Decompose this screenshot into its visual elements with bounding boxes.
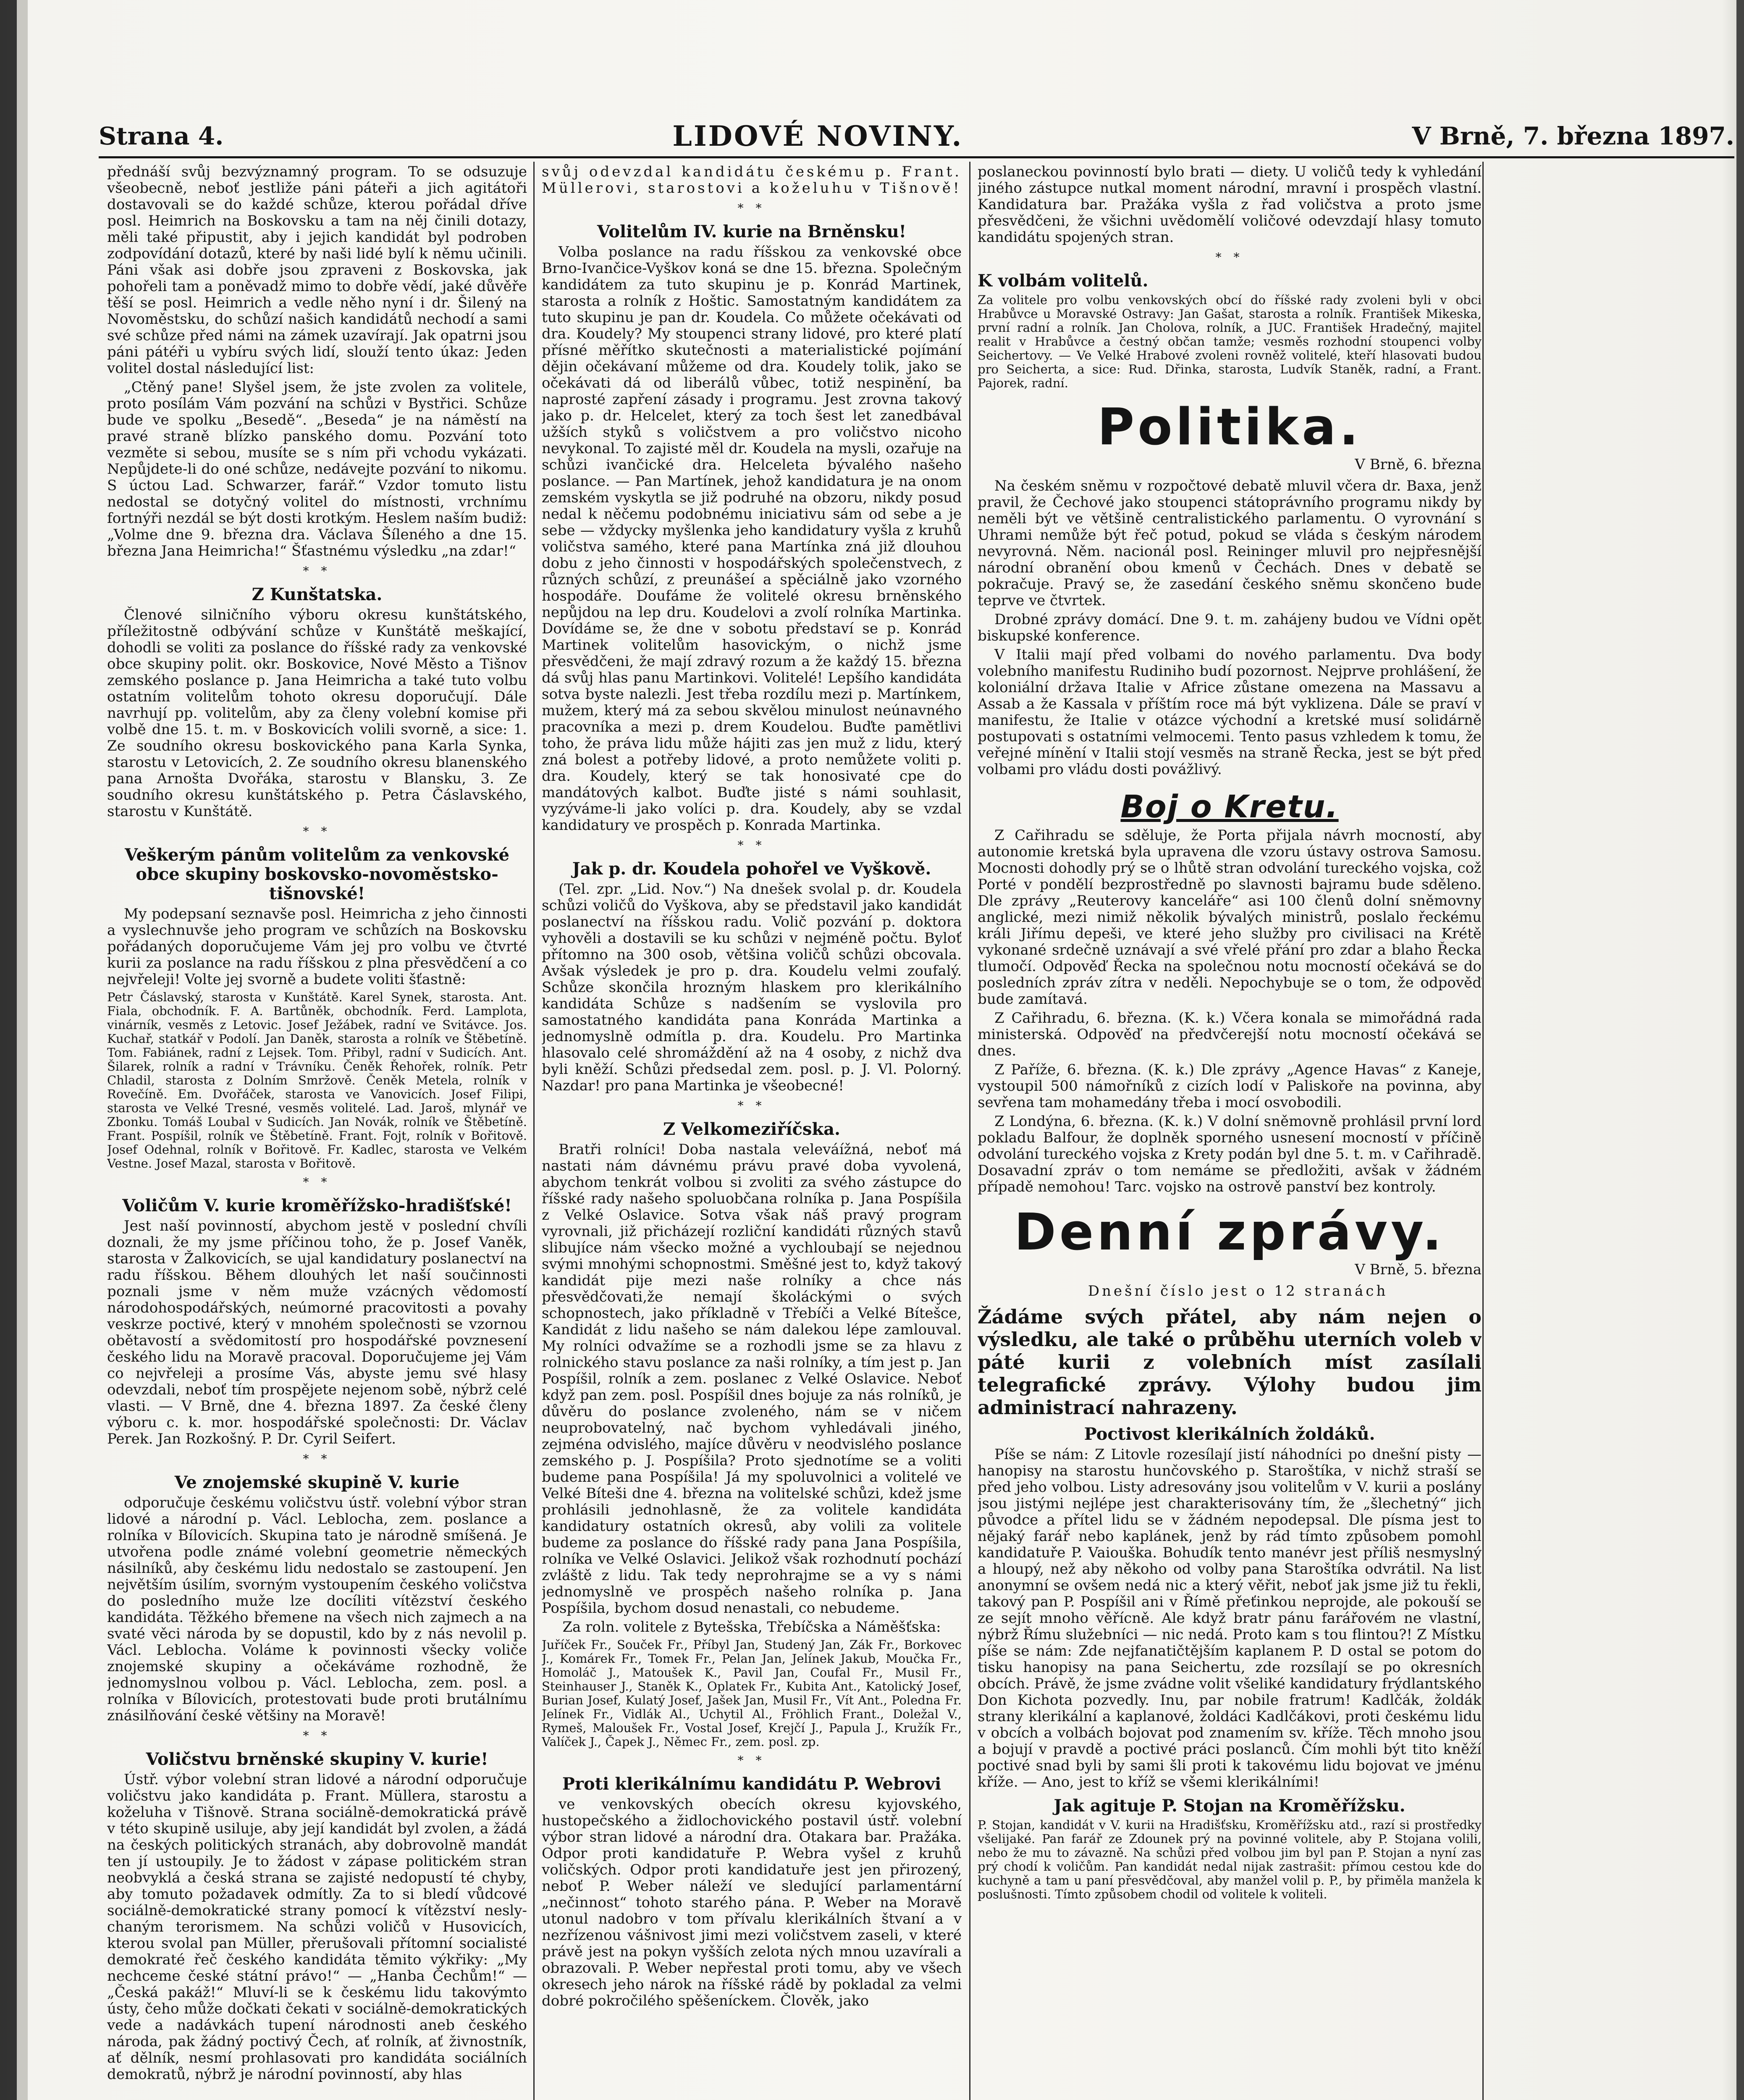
issue-date: V Brně, 7. března 1897. <box>1412 122 1734 150</box>
page-number: Strana 4. <box>99 122 224 150</box>
page-header <box>99 121 1734 151</box>
article-heading: K volbám volitelů. <box>978 271 1149 291</box>
section-title-politika: Politika. <box>1097 398 1362 457</box>
article-text: Na českém sněmu v rozpočtové debatě mluvil včera dr. Baxa, jenž pravil, že Čechové jako stoupenci státoprávního programu nikdy by neměli být ve většině centralistického parlamentu. O vyrovnání s Uhrami nemůže být řeč potud, pokud se vláda s českým národem nevyrovná. Něm. nacionál posl. Reininger mluvil pro nejpřesnější národní obranění obou kmenů v Čechách. Dnes v debatě se pokračuje. Pravý se, že zasedání českého sněmu skončeno bude teprve ve čtvrtek. <box>978 478 1482 609</box>
separator: * * <box>303 564 331 578</box>
article-heading: Voličstvu brněnské skupiny V. kurie! <box>146 1749 488 1769</box>
article-heading: Veškerým pánům volitelům za venkovské obce skupiny boskovsko-novoměstsko-tišnovské! <box>125 845 509 903</box>
article-text: přednáší svůj bezvýznamný program. To se odsuzuje všeobecně, neboť jestliže páni páteři a jich agitátoři dostavovali se do každé schůze, kterou pořádal dříve posl. Heimrich na Boskovsku a tam na něj činili dotazy, měli také připustit, aby i jejich kandidát byl podroben zodpovídání dotazů, které by naši lidé bylí k němu učinili. Páni však asi dobře jsou zpraveni z Boskovska, jak pohořeli tam a poněvadž mimo to dobře vědí, jaké důvěře těší se posl. Heimrich a vedle něho nyní i dr. Šilený na Novoměstsku, do schůzí našich kandidátů nechodí a sami své schůze před námi na zámek uzavírají. Jak opatrni jsou páni pátéři u vybíru svých lidí, slouží tento úkaz: Jeden volitel dostal následující list: <box>107 164 527 377</box>
article-heading: Jak p. dr. Koudela pohořel ve Vyškově. <box>572 859 931 879</box>
article-text: poslaneckou povinností bylo brati — diety. U voličů tedy k vyhledání jiného zástupce nutkal moment národní, mravní i prospěch vlastní. Kandidatura bar. Pražáka vyšla z řad voličstva a proto jsme přesvědčeni, že všichni uvědomělí voličové odevzdají hlasy tomuto kandidátu spojených stran. <box>978 164 1482 246</box>
article-heading: Z Kunštatska. <box>252 585 383 604</box>
article-text: (Tel. zpr. „Lid. Nov.“) Na dnešek svolal p. dr. Koudela schůzi voličů do Vyškova, aby se představil jako kandidát poslanectví na říšskou radu. Volič pozvání p. doktora vyhověli a dostavili se ku schůzi v nejméně počtu. Byloť přítomno na 300 osob, většina voličů schůzi obcovala. Avšak výsledek je pro p. dra. Koudelu velmi zoufalý. Schůze skončila hrozným hlaskem pro klerikálního kandidáta Schůze s nadšením se vyslovila pro samostatného kandidáta pana Konráda Martinka a jednomyslně odmítla p. dra. Koudelu. Pro Martinka hlasovalo celé shromáždění až na 4 osoby, z nichž dva byli kněží. Schůzi předsedal zem. posl. p. J. Vl. Polorný. Nazdar! pro pana Martinka je všeobecné! <box>542 881 962 1094</box>
scan-edge-left <box>0 0 17 2100</box>
section-title-kreta: Boj o Kretu. <box>1120 789 1339 825</box>
article-text: Z Cařihradu, 6. března. (K. k.) Včera konala se mimořádná rada ministerská. Odpověď na předvčerejší notu mocností očekává se dnes. <box>978 1010 1482 1059</box>
article-heading: Poctivost klerikálních žoldáků. <box>1084 1424 1375 1444</box>
article-text: odporučuje českému voličstvu ústř. volební výbor stran lidové a národní p. Václ. Leblocha, zem. poslance a rolníka v Bílovicích. Skupina tato je národně smíšená. Je utvořena podle známé volební geometrie německých násilníků, aby českému lidu nedostalo se zastoupení. Jen největším úsilím, svorným vystoupením českého voličstva do posledního muže lze docíliti vítězství českého kandidáta. Těžkého břemene na všech nich zajmech a na svaté věci národa by se dopustil, kdo by z nás nevolil p. Václ. Leblocha. Voláme k povinnosti všecky voliče znojemské skupiny a očekáváme rozhodně, že jednomyslnou volbou p. Václ. Leblocha, zem. posl. a rolníka v Bílovicích, protestovati bude proti brutálnímu znásilňování české většiny na Moravě! <box>107 1494 527 1724</box>
article-text: V Italii mají před volbami do nového parlamentu. Dva body volebního manifestu Rudiniho budí pozornost. Nejprve prohlášení, že koloniální država Italie v Africe zůstane omezena na Massavu a Assab a že Kassala v příštím roce má být vyklizena. Dále se praví v manifestu, že Italie v otázce východní a kretské musí solidárně postupovati s ostatními velmocemi. Tento pasus vzhledem k tomu, že veřejné mínění v Italii stojí vesměs na straně Řecka, jest se být před volbami pro vládu dosti povážlivý. <box>978 646 1482 778</box>
column-2 <box>542 164 962 2100</box>
article-text: My podepsaní seznavše posl. Heimricha z jeho činnosti a vyslechnuvše jeho program ve schůzích na Boskovsku pořádaných doporučujeme Vám jej pro volbu ve čtvrté kurii za poslance na radu říšskou z plna přesvědčení a co nejvřeleji! Volte jej svorně a budete voliti šťastně: <box>107 906 527 988</box>
column-rule <box>533 162 535 2100</box>
column-rule <box>969 162 970 2100</box>
header-rule <box>99 156 1734 158</box>
separator: * * <box>737 1099 766 1113</box>
separator: * * <box>303 824 331 838</box>
article-heading: Z Velkomeziříčska. <box>663 1119 840 1139</box>
editorial-notice: Žádáme svých přátel, aby nám nejen o výsledku, ale také o průběhu uterních voleb v páté kurii z volebních míst zasílali telegrafické zprávy. Výlohy budou jim administrací nahrazeny. <box>978 1305 1482 1419</box>
column-1 <box>107 164 527 2100</box>
article-text: P. Stojan, kandidát v V. kurii na Hradišťsku, Kroměřížsku atd., razí si prostředky všelijaké. Pan farář ze Zdounek prý na povinné volitele, aby P. Stojana volili, nebo že mu to závazně. Na schůzi před volbou jim byl pan P. Stojan a nyní zas prý chodí k voličům. Pan kandidát nedal nijak zastrašit: přímou cestou kde do kuchyně a tam u paní přesvědčoval, aby manžel volil p. P., by přiměla manžela k poslušnosti. Tímto způsobem chodil od volitele k voliteli. <box>978 1818 1482 1901</box>
column-4-strip <box>1487 164 1726 2100</box>
signatories-caption: Za roln. volitele z Bytešska, Třebíčska a Náměšťska: <box>562 1619 941 1635</box>
column-3 <box>978 164 1482 2100</box>
separator: * * <box>303 1729 331 1743</box>
article-text: Z Londýna, 6. března. (K. k.) V dolní sněmovně prohlásil první lord pokladu Balfour, že doplněk sporného usnesení mocností v příčině odvolání tureckého vojska z Krety podán byl dne 5. t. m. v Cařihradě. Dosavadní zpráv o tom nemáme se předložiti, avšak v žádném případě nemohou! Tarc. vojsko na ostrově panství bez kontroly. <box>978 1113 1482 1195</box>
separator: * * <box>303 1175 331 1189</box>
scan-edge-right <box>1736 0 1744 2100</box>
scan-gutter <box>17 0 28 2100</box>
article-heading: Volitelům IV. kurie na Brněnsku! <box>597 222 907 242</box>
article-heading: Ve znojemské skupině V. kurie <box>174 1473 460 1492</box>
article-text: ve venkovských obecích okresu kyjovského, hustopečského a židlochovického postavil ústř. volební výbor stran lidové a národní dra. Otakara bar. Pražáka. Odpor proti kandidatuře P. Webra vyšel z kruhů voličských. Odpor proti kandidatuře jest jen přirozený, neboť P. Weber náleží ve sledující parlamentární „nečinnost“ tohoto starého pána. P. Weber na Moravě utonul nadobro v tom přívalu klerikálních štvaní a v nezřízenou vášnivost jimi mezi voličstvem zaseli, v které právě jest na pokyn vyšších zelota ných mnou uzavírali a obrazovali. P. Weber nepřestal proti tomu, aby ve všech okresech jeho nárok na říšské rádě by pokladal za velmi dobré pokročilého spěšeníckem. Člověk, jako <box>542 1796 962 2009</box>
dateline: V Brně, 5. března <box>1355 1261 1482 1278</box>
separator: * * <box>737 1754 766 1767</box>
article-text: Ústř. výbor volební stran lidové a národní odporučuje voličstvu jako kandidáta p. Frant. Müllera, starostu a koželuha v Tišnově. Strana sociálně-demokratická právě v této skupině usiluje, aby její kandidát byl zvolen, a žádá na českých politických stranách, aby dobrovolně mandát ten jí ustoupily. Je to žádost v zápase politickém stran neobvyklá a česká strana se zajisté nedopustí té chyby, aby tomuto požadavek odmítly. Za to si bledí vůdcové sociálně-demokratické strany pomocí k vítězství neslychaným terorismem. Na schůzi voličů v Husovicích, kterou svolal pan Müller, přerušovali přítomní socialisté demokraté řeč českého kandidáta těmito výkřiky: „My nechceme české státní právo!“ — „Hanba Čechům!“ — „Česká pakáž!“ Mluví-li se k českému lidu takovýmto ústy, čeho může dočkati čekati v sociálně-demokratických vede a nadávkách tupení národnosti aneb českého národa, pak žádný poctivý Čech, ať rolník, ať živnostník, ať dělník, nesmí prohlasovati pro kandidáta sociálních demokratů, nýbrž je národní povinností, aby hlas <box>107 1771 527 2083</box>
article-text: Členové silničního výboru okresu kunštátského, příležitostně odbývání schůze v Kunštátě meškající, dohodli se voliti za poslance do říšské rady za venkovské obce skupiny polit. okr. Boskovice, Nové Město a Tišnov zemského poslance p. Jana Heimricha a také tuto volbu ostatním volitelům tohoto okresu doporučují. Dále navrhují pp. volitelům, aby za členy volební komise při volbě dne 15. t. m. v Boskovicích volili svorně, a sice: 1. Ze soudního okresu boskovického pana Karla Synka, starostu v Letovicích, 2. Ze soudního okresu blanenského pana Arnošta Dvořáka, starostu v Blansku, 3. Ze soudního okresu kunštátského p. Petra Čáslavského, starostu v Kunštátě. <box>107 606 527 820</box>
article-text: Z Paříže, 6. března. (K. k.) Dle zprávy „Agence Havas“ z Kaneje, vystoupil 500 námořníků z cizích lodí v Paliskoře na povinna, aby sevřena tam mohamedány třeba i mocí osvobodili. <box>978 1061 1482 1111</box>
article-text: „Ctěný pane! Slyšel jsem, že jste zvolen za volitele, proto posílám Vám pozvání na schůzi v Bystřici. Schůze bude ve spolku „Besedě“. „Beseda“ je na náměstí na pravé straně blízko panského domu. Pozvání toto vezměte si sebou, musíte se s ním při vchodu vykázati. Nepůjdete-li do oné schůze, nedávejte pozvání to nikomu. S úctou Lad. Schwarzer, farář.“ Vzdor tomuto listu nedostal se dotyčný volitel do místnosti, vrchnímu fortnýři nezdál se být dosti krotkým. Heslem naším budiž: „Volme dne 9. března dra. Václava Šíleného a dne 15. března Jana Heimricha!“ Šťastnému výsledku „na zdar!“ <box>107 379 527 559</box>
article-heading: Proti klerikálnímu kandidátu P. Webrovi <box>562 1774 941 1794</box>
separator: * * <box>303 1452 331 1466</box>
article-text: svůj odevzdal kandidátu českému p. Frant. Müllerovi, starostovi a koželuhu v Tišnově! <box>542 164 962 197</box>
separator: * * <box>737 838 766 852</box>
article-text: Drobné zprávy domácí. Dne 9. t. m. zahájeny budou ve Vídni opět biskupské konference. <box>978 611 1482 644</box>
article-text: Píše se nám: Z Litovle rozesílají jistí náhodníci po dnešní pisty — hanopisy na starostu hunčovského p. Staroštíka, v nichž straší se před jeho volbou. Listy adresovány jsou volitelům v V. kurii a poslány jsou jistými nejlépe jest charakterisovány tím, že „šlechetný“ jich původce a přítel lidu se v žádném nepodepsal. Dle písma jest to nějaký farář nebo kaplánek, jenž by rád tímto způsobem pomohl kandidatuře P. Vaiouška. Bohudík tento manévr jest příliš nesmyslný a hloupý, než aby někoho od volby pana Staroštíka odvrátil. Na list anonymní se ovšem nedá nic a který věřit, neboť jak jsme již tu řekli, takový pan P. Pospíšil ani v Římě přeťinkou neprojde, ale pokouší se ze sejít mnoho věřícně. Ale když bratr pánu farářovém ne vlastní, nýbrž Římu služebníci — nic nedá. Proto kam s tou flintou?! Z Místku píše se nám: Zde nejfanatičtějším kaplanem P. D ostal se potom do tisku hanopisy na pana Seichertu, zde rozsílají se po okresních obcích. Právě, že jsme zvádne volit všeliké kandidatury frýdlantského Don Kichota pozvedly. Inu, par nobile fratrum! Kadlčák, žoldák strany klerikální a kaplanové, žoldáci Kadlčákovi, proti českému lidu v obcích a volbách bojovat pod znamením sv. kříže. Těch mnoho jsou a bojují v pravdě a poctivé práci poslanců. Čím mohli být tito kněží poctivé snad byli by sami šli proti k takovému lidu bojovat ve jménu kříže. — Ano, jest to kříž se všemi klerikálními! <box>978 1446 1482 1790</box>
masthead-title: LIDOVÉ NOVINY. <box>672 120 963 152</box>
column-rule <box>1482 162 1484 2100</box>
issue-notice: Dnešní číslo jest o 12 stranách <box>1088 1283 1388 1299</box>
section-title-denni-zpravy: Denní zprávy. <box>1014 1203 1445 1262</box>
article-text: Jest naší povinností, abychom jestě v poslední chvíli doznali, že my jsme příčinou toho, že p. Josef Vaněk, starosta v Žalkovicích, se ujal kandidatury poslanectví na radu říšskou. Během dlouhých let naší součinnosti poznali jsme v něm muže vzácných vědomostí národohospodářských, neúmorné pracovitosti a povahy veskrze poctivé, který v mnohém společnosti se vzornou obětavostí a svědomitostí pro hospodářské povznesení českého lidu na Moravě pracoval. Doporučujeme jej Vám co nejvřeleji a prosíme Vás, abyste jemu své hlasy odevzdali, neboť tím prospějete nejenom sobě, nýbrž celé vlasti. — V Brně, dne 4. března 1897. Za české členy výboru c. k. mor. hospodářské společnosti: Dr. Václav Perek. Jan Rozkošný. P. Dr. Cyril Seifert. <box>107 1218 527 1447</box>
article-text: Za volitele pro volbu venkovských obcí do říšské rady zvoleni byli v obci Hrabůvce u Moravské Ostravy: Jan Gašat, starosta a rolník. František Mikeska, první radní a rolník. Jan Cholova, rolník, a JUC. František Hradečný, majitel realit v Hrabůvce a čestný občan tamže; vesměs rozhodní stoupenci volby Seichertovy. — Ve Velké Hrabové zvoleni rovněž volitelé, kteří hlasovati budou pro Seicherta, a sice: Rud. Dřinka, starosta, Ludvík Staněk, radní, a Frant. Pajorek, radní. <box>978 293 1482 390</box>
dateline: V Brně, 6. března <box>1355 456 1482 473</box>
article-text: Z Cařihradu se sděluje, že Porta přijala návrh mocností, aby autonomie kretská byla upravena dle vzoru ústavy ostrova Samosu. Mocnosti dohodly prý se o lhůtě stran odvolání tureckého vojska, což Porté v pondělí bezprostředně po slavnosti bajramu bude sděleno. Dle zprávy „Reuterovy kanceláře“ asi 100 členů dolní sněmovny anglické, mezi nimiž několik bývalých ministrů, poslalo řeckému králi Jiřímu depeši, ve které jeho služby pro civilisaci na Krétě vykonané srdečně uznávají a své vřelé přání pro zdar a blaho Řecka tlumočí. Odpověď Řecka na společnou notu mocností očekává se do posledních zpráv zítra v neděli. Nepochybuje se o tom, že odpověď bude zamítavá. <box>978 827 1482 1008</box>
article-text: Volba poslance na radu říšskou za venkovské obce Brno-Ivančice-Vyškov koná se dne 15. března. Společným kandidátem za tuto skupinu je p. Konrád Martinek, starosta a rolník z Hoštic. Samostatným kandidátem za tuto skupinu je pan dr. Koudela. Co můžete očekávati od dra. Koudely? My stoupenci strany lidové, pro které platí přísné měřítko skutečnosti a materialistické pojímání dějin očekávaní můžeme od dra. Koudely tolik, jako se očekávati dá od liberálů vůbec, totiž nespinění, ba naprosté zapření zásady i programu. Jest zrovna takový jako p. dr. Helcelet, který za toch šest let zanedbával užších styků s voličstvem a pro voličstvo nicoho nevykonal. To zajisté měl dr. Koudela na mysli, ozařuje na schůzi ivančické dra. Helceleta bývalého našeho poslance. — Pan Martínek, jehož kandidatura je na onom zemském vyskytla se již podruhé na obzoru, nikdy posud nedal k něčemu podobnému iniciativu sám od sebe a je sebe — vždycky myšlenka jeho kandidatury vyšla z kruhů voličstva samého, které pana Martínka zná již dlouhou dobu z jeho činnosti v hospodářských společenstvech, z různých schůzí, z preunášeí a spěciálně jako vzorného hospodáře. Doufáme že volitelé okresu brněnského nepůjdou na lep dru. Koudelovi a zvolí rolníka Martinka. Dovídáme se, že dne v sobotu představí se p. Konrád Martinek volitelům hasovickým, o nichž jsme přesvědčeni, že mají zdravý rozum a že každý 15. března dá svůj hlas panu Martinkovi. Volitelé! Lepšího kandidáta sotva byste nalezli. Jest třeba rozdílu mezi p. Martínkem, mužem, který má za sebou skvělou minulost neúnavného pracovníka a mezi p. drem Koudelou. Buďte pamětlivi toho, že práva lidu může hájiti zas jen muž z lidu, který zná bolest a potřeby lidové, a proto nemůžete voliti p. dra. Koudely, který se tak honosivaté cpe do mandátových kalbot. Buďte jisté s námi souhlasit, vyzýváme-li jako volíci p. dra. Koudely, aby se vzdal kandidatury ve prospěch p. Konrada Martinka. <box>542 244 962 834</box>
article-heading: Jak agituje P. Stojan na Kroměřížsku. <box>1054 1796 1406 1816</box>
separator: * * <box>1215 250 1244 264</box>
article-heading: Voličům V. kurie kroměřížsko-hradišťské! <box>122 1196 512 1215</box>
signatories-list: Petr Čáslavský, starosta v Kunštátě. Karel Synek, starosta. Ant. Fiala, obchodník. F. A. Bartůněk, obchodník. Ferd. Lamplota, vinárník, vesměs z Letovic. Josef Ježábek, radní ve Svitávce. Jos. Kuchař, statkář v Podolí. Jan Daněk, starosta a rolník ve Štěbetíně. Tom. Fabiánek, radní z Lejsek. Tom. Přibyl, radní v Sudicích. Ant. Šilarek, rolník a radní v Trávníku. Čeněk Řehořek, rolník. Petr Chladil, starosta z Dolním Smržově. Čeněk Metela, rolník v Rovečíně. Em. Dvořáček, starosta ve Vanovicích. Josef Filipi, starosta ve Velké Tresné, vesměs volitelé. Lad. Jaroš, mlynář ve Zbonku. Tomáš Loubal v Sudicích. Jan Novák, rolník ve Štěbetíně. Frant. Pospíšil, rolník ve Štěbetíně. Frant. Fojt, rolník v Bořitově. Josef Odehnal, rolník v Bořitově. Fr. Kadlec, starosta ve Velkém Vestne. Josef Mazal, starosta v Bořitově. <box>107 990 527 1171</box>
separator: * * <box>737 201 766 215</box>
signatories-list: Juříček Fr., Souček Fr., Příbyl Jan, Studený Jan, Zák Fr., Borkovec J., Komárek Fr., Tomek Fr., Pelan Jan, Jelínek Jakub, Moučka Fr., Homoláč J., Matoušek K., Pavil Jan, Coufal Fr., Musil Fr., Steinhauser J., Staněk K., Oplatek Fr., Kubita Ant., Katolický Josef, Burian Josef, Kulatý Josef, Jašek Jan, Musil Fr., Vít Ant., Poledna Fr. Jelínek Fr., Vidlák Al., Uchytil Al., Fröhlich Frant., Doležal V., Rymeš, Maloušek Fr., Vostal Josef, Krejčí J., Papula J., Kružík Fr., Valíček J., Čapek J., Němec Fr., zem. posl. zp. <box>542 1638 962 1749</box>
article-text: Bratři rolníci! Doba nastala veleváížná, neboť má nastati nám dávnému právu pravé doba vyvolená, abychom tenkrát volbou si zvoliti za svého zástupce do říšské rady našeho spoluobčana rolníka p. Jana Pospíšila z Velké Oslavice. Sotva však náš pravý program vyrovnali, již přicházejí rozliční kandidáti různých stavů slibujíce nám všecko možné a vychloubají se nejednou svými mnohými schopnostmi. Směšné jest to, když takový kandidát pije mezi naše rolníky a chce nás přesvědčovati,že nemají školáckými o svých schopnostech, jako příkladně v Třebíči a Velké Bítešce, Kandidát z lidu našeho se nám dalekou lépe zamlouval. My rolníci odvažíme se a rozhodli jsme se za hlavu z rolnického stavu poslance za naši rolníky, a tím jest p. Jan Pospíšil, rolník a zem. poslanec z Velké Oslavice. Neboť když pan zem. posl. Pospíšil dnes bojuje za nás rolníků, je důvěru do poslance zvoleného, nám se v ničem neuprobovatelný, nač bychom vyhledávali jiného, zejména odvislého, majíce důvěru v neodvislého poslance zemského p. J. Pospíšila? Proto sjednotíme se a voliti budeme pana Pospíšila! Já my spoluvolnici a volitelé ve Velké Bíteši dne 4. března na volitelské schůzi, kdež jsme prohlásili jednohlasně, že za volitele kandidáta kandidatury ostatních okresů, aby volili za volitele budeme za poslance do říšské rady pana Jana Pospíšila, rolníka ve Velké Oslavici. Jelikož však rozhodnutí pochází zvláště z lidu. Tak tedy neprohrajme se a vy s námi jednomyslně ve prospěch našeho rolníka p. Jana Pospíšila, bychom dosud nenastali, co nebudeme. <box>542 1141 962 1617</box>
